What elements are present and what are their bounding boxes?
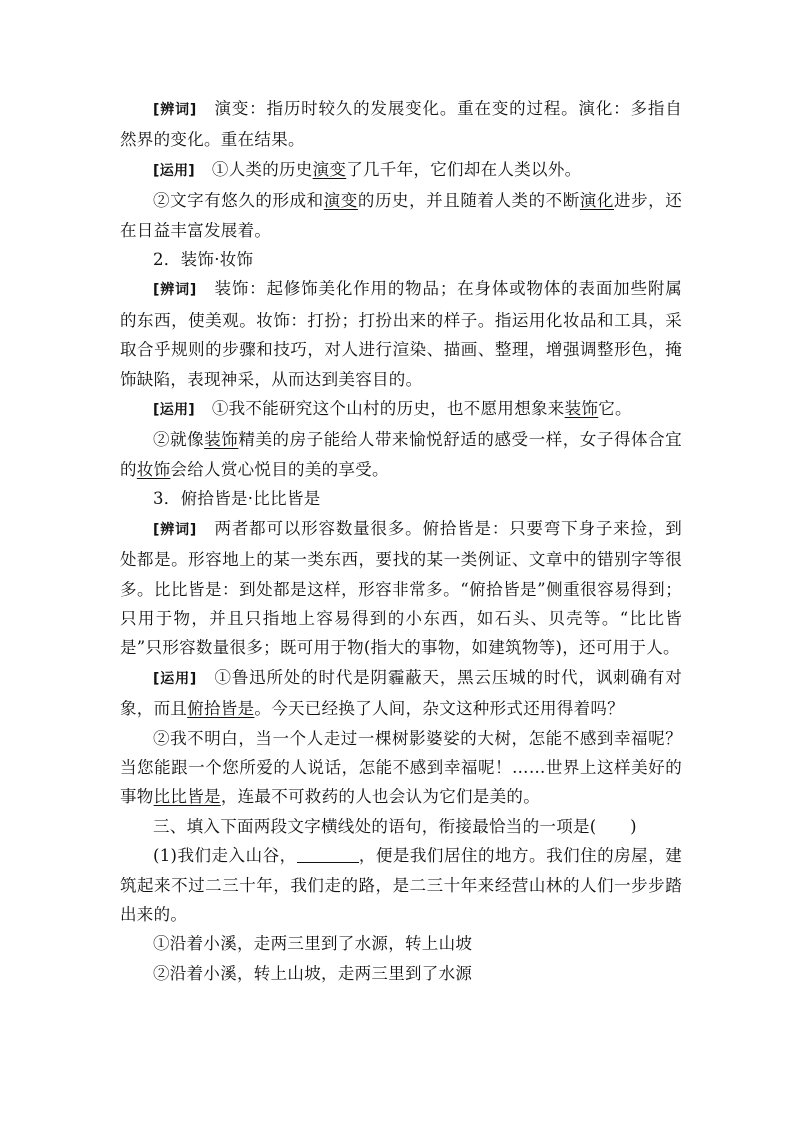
option-1: ①沿着小溪，走两三里到了水源，转上山坡 [153,934,473,954]
yunyong-tag: [运用] [153,402,195,419]
section-heading: 3．俯拾皆是·比比皆是 [153,489,321,509]
yunyong-tag: [运用] [153,670,197,687]
underlined-term: 装饰 [204,430,239,450]
bianci-text: 装饰：起修饰美化作用的物品；在身体或物体的表面加些附属的东西，使美观。妆饰：打扮；打扮出来的样子。指运用化妆品和工具，采取合乎规则的步骤和技巧，对人进行渲染、描画、整理，增强调整形色，掩饰缺陷，表现神采，从而达到美容目的。 [120,279,682,389]
bianci-tag: [辨词] [153,521,197,538]
section-heading: 2．装饰·妆饰 [153,250,254,270]
underlined-term: 比比皆是 [153,787,221,807]
example-text: 精美的房子能给人带来愉悦舒适的感受一样，女子得体合宜的 [120,430,682,479]
bianci-paragraph-yanbian [120,94,682,155]
yunyong-example-2 [120,186,682,245]
passage-text: (1)我们走入山谷， [153,846,297,866]
bianci-tag: [辨词] [153,102,197,118]
example-text: ①我不能研究这个山村的历史，也不愿用想象来 [211,399,565,419]
example-text: 。今天已经换了人间，杂文这种形式还用得着吗？ [254,699,625,719]
underlined-term: 俯拾皆是 [187,699,255,719]
bianci-paragraph-zhuangshi [120,274,682,394]
example-text: ②我不明白，当一个人走过一棵树影婆娑的大树，怎能不感到幸福呢？当您能跟一个您所爱的人说话，怎能不感到幸福呢！……世界上这样美好的事物 [120,728,682,807]
yunyong-example-1 [120,155,682,186]
question-passage [120,841,682,929]
example-text: ②就像 [153,430,205,450]
example-text: 进步，还在日益丰富发展着。 [120,191,683,240]
example-text: 它。 [598,399,632,419]
example-text: 会给人赏心悦目的美的享受。 [170,459,389,479]
example-text: ①鲁迅所处的时代是阴霾蔽天，黑云压城的时代，讽刺确有对象，而且 [120,667,682,719]
yunyong-tag: [运用] [153,162,195,179]
yunyong-example-1 [120,663,682,724]
question-stem: 三、填入下面两段文字横线处的语句，衔接最恰当的一项是( ) [153,816,637,836]
example-text: 的历史，并且随着人类的不断 [357,191,580,211]
example-text: ②文字有悠久的形成和 [153,191,324,211]
example-text: 了几千年，它们却在人类以外。 [346,159,582,179]
yunyong-example-2 [120,425,682,484]
underlined-term: 演化 [579,191,614,211]
yunyong-example-2 [120,724,682,812]
example-text: ①人类的历史 [211,159,313,179]
underlined-term: 演变 [312,159,347,179]
example-text: ，连最不可救药的人也会认为它们是美的。 [220,787,541,807]
passage-text: ，便是我们居住的地方。我们住的房屋，建筑起来不过二三十年，我们走的路，是二三十年来经营山林的人们一步步踏出来的。 [120,846,683,924]
option-2: ②沿着小溪，转上山坡，走两三里到了水源 [153,963,473,983]
bianci-paragraph-fushi [120,514,682,663]
bianci-text: 演变：指历时较久的发展变化。重在变的过程。演化：多指自然界的变化。重在结果。 [120,99,682,150]
underlined-term: 演变 [323,191,358,211]
bianci-text: 两者都可以形容数量很多。俯拾皆是：只要弯下身子来捡，到处都是。形容地上的某一类东西，要找的某一类例证、文章中的错别字等很多。比比皆是：到处都是这样，形容非常多。“俯拾皆是”侧重很容易得到；只用于物，并且只指地上容易得到的小东西，如石头、贝壳等。“比比皆是”只形容数量很多；既可用于物(指大的事物，如建筑物等)，还可用于人。 [120,518,682,658]
yunyong-example-1 [120,394,682,425]
bianci-tag: [辨词] [153,282,197,299]
fill-in-blank [297,844,359,863]
underlined-term: 装饰 [564,399,599,419]
underlined-term: 妆饰 [136,459,171,479]
